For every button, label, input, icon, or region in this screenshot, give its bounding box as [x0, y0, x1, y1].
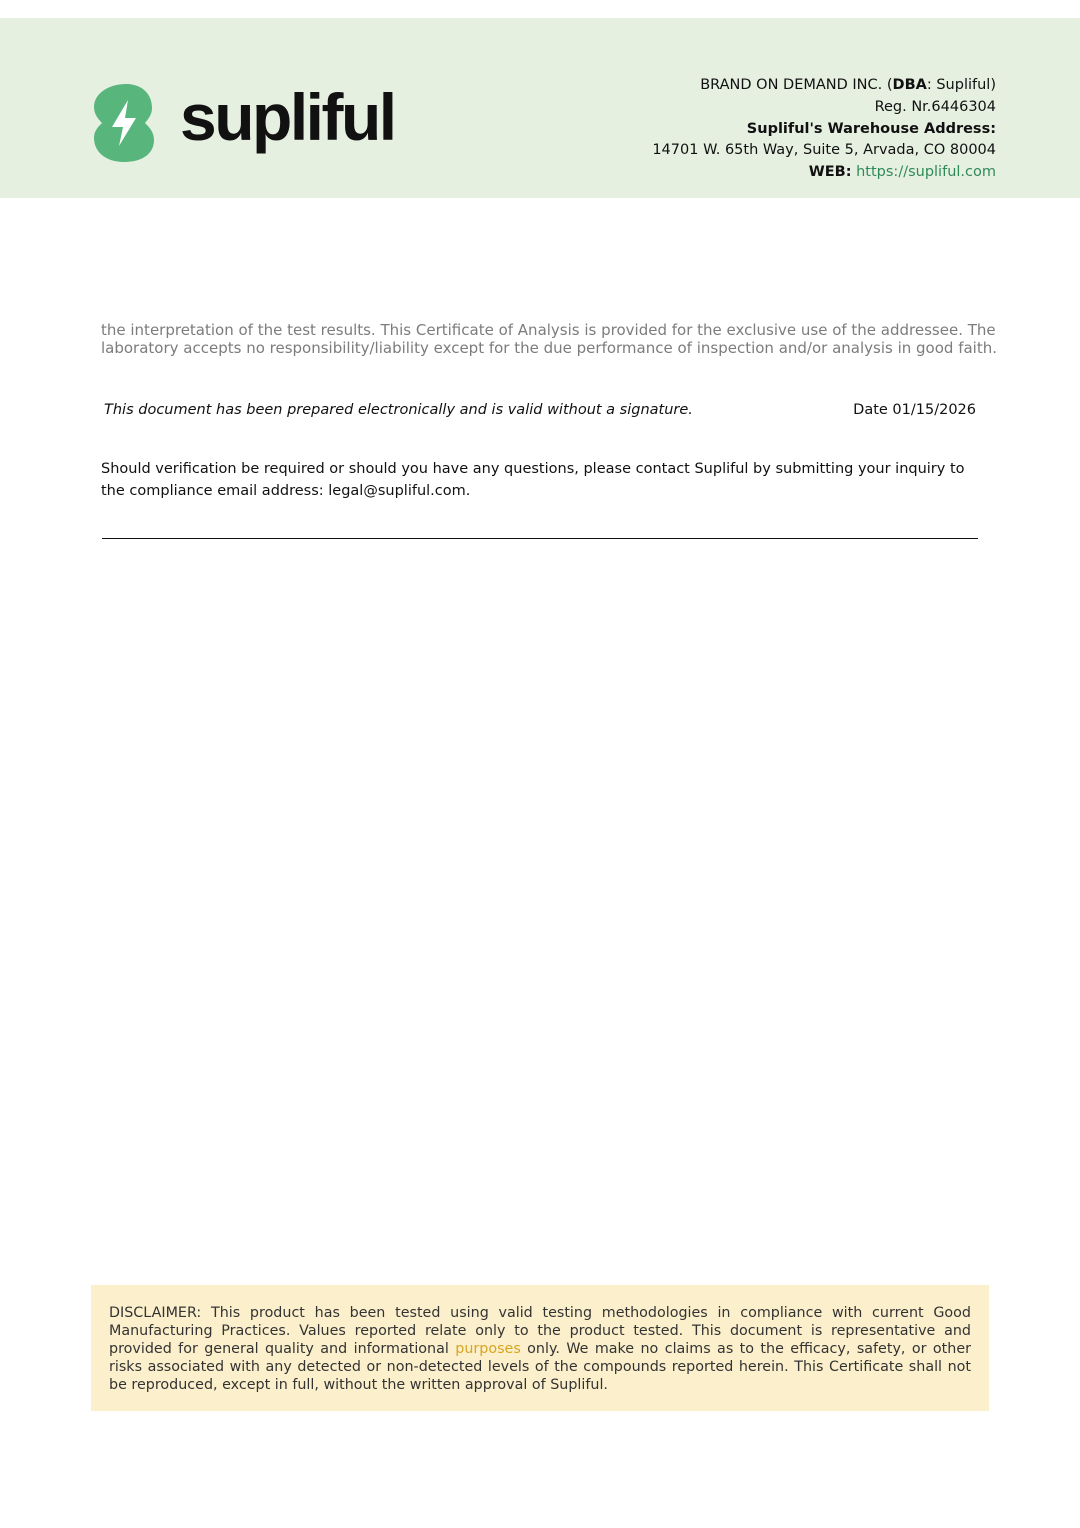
company-name-line [652, 75, 996, 97]
letterhead [0, 18, 1080, 198]
warehouse-label: Supliful's Warehouse Address: [746, 120, 996, 137]
company-info [652, 75, 996, 184]
disclaimer-highlight: purposes [455, 1340, 521, 1357]
disclaimer-box [91, 1285, 989, 1411]
web-line [652, 162, 996, 184]
company-prefix: BRAND ON DEMAND INC. ( [700, 77, 893, 93]
signature-note: This document has been prepared electronically and is valid without a signature. [104, 402, 693, 418]
logo-wordmark: supliful [180, 80, 395, 154]
supliful-logo [92, 74, 414, 172]
analysis-note: the interpretation of the test results. This Certificate of Analysis is provided for the exclusive use of the addressee. The laboratory accepts no responsibility/liability except for the due performance of inspection and/or analysis in good faith. [101, 321, 997, 357]
divider [102, 538, 978, 539]
dba-label: DBA [892, 77, 927, 93]
website-link[interactable]: https://supliful.com [856, 164, 996, 181]
document-date: Date 01/15/2026 [853, 402, 976, 418]
disclaimer-text-end: only. We make no claims as to the efficacy, safety, or other risks associated with any detected or non-detected levels of the compounds reported herein. This Certificate shall not be reproduced, except in full, without the written approval of Supliful. [109, 1340, 971, 1393]
registration-number: Reg. Nr.6446304 [874, 98, 996, 115]
verification-note: Should verification be required or should you have any questions, please contact Supliful by submitting your inquiry to the compliance email address: legal@supliful.com. [101, 461, 965, 499]
dba-value: : Supliful) [926, 77, 996, 93]
warehouse-address: 14701 W. 65th Way, Suite 5, Arvada, CO 80004 [652, 142, 996, 159]
lightning-bolt-icon [92, 82, 156, 164]
disclaimer-text-start: DISCLAIMER: This product has been tested using valid testing methodologies in compliance with current Good Manufacturing Practices. Values reported relate only to the product tested. This document is representative and provided for general quality and informational [109, 1305, 971, 1357]
web-label: WEB: [808, 164, 852, 181]
signature-row [104, 400, 976, 420]
disclaimer-text [109, 1305, 971, 1395]
